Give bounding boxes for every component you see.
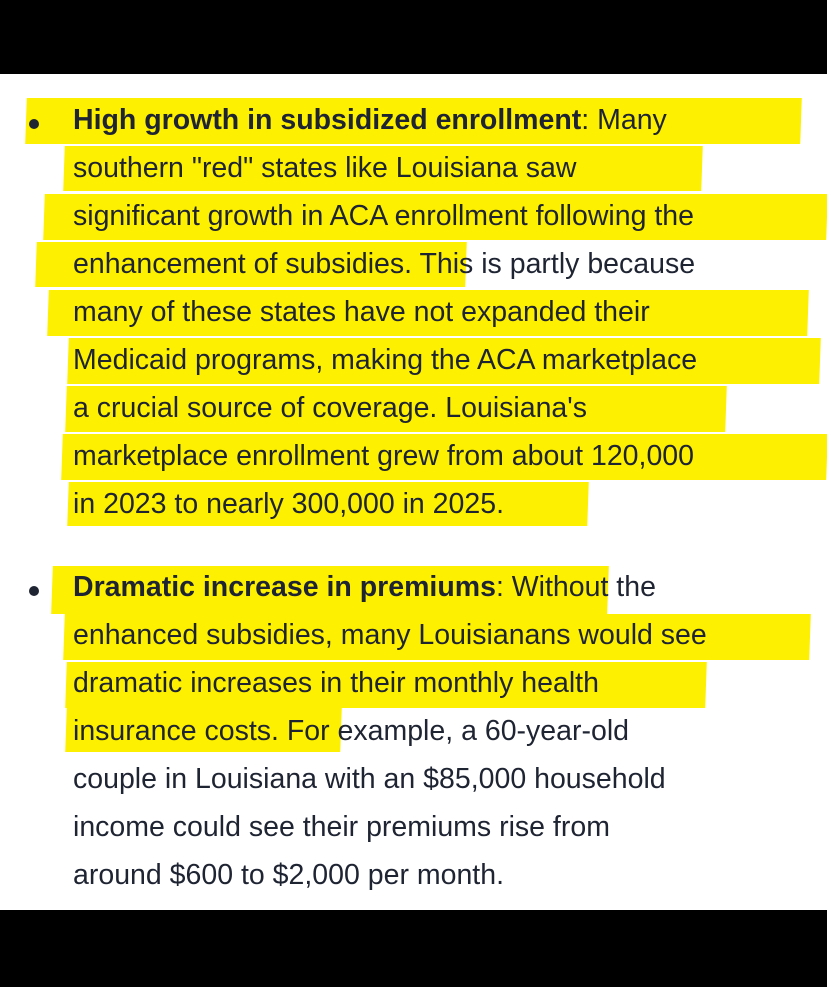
line-text: : Many — [581, 104, 667, 136]
text-line: a crucial source of coverage. Louisiana's — [73, 392, 587, 424]
text-line: around $600 to $2,000 per month. — [73, 859, 504, 891]
bullet-item — [73, 563, 821, 899]
text-line: significant growth in ACA enrollment following the — [73, 200, 695, 232]
line-text: : Without the — [495, 571, 656, 603]
text-line: southern "red" states like Louisiana saw — [73, 152, 577, 184]
document-page — [0, 74, 827, 910]
text-line: enhanced subsidies, many Louisianans would see — [73, 619, 707, 651]
text-line: income could see their premiums rise from — [73, 811, 610, 843]
text-line: insurance costs. For example, a 60-year-old — [73, 715, 630, 747]
bullet-item — [73, 96, 821, 528]
bullet-icon — [29, 586, 39, 596]
text-line: in 2023 to nearly 300,000 in 2025. — [73, 488, 505, 520]
bullet-heading: High growth in subsidized enrollment — [73, 104, 582, 136]
text-line: Medicaid programs, making the ACA marketplace — [73, 344, 698, 376]
bullet-icon — [29, 119, 39, 129]
text-line: marketplace enrollment grew from about 120,000 — [73, 440, 695, 472]
text-line: dramatic increases in their monthly health — [73, 667, 599, 699]
text-line: many of these states have not expanded their — [73, 296, 650, 328]
text-line — [73, 96, 821, 144]
bullet-heading: Dramatic increase in premiums — [73, 571, 496, 603]
text-line — [73, 563, 821, 611]
text-line: enhancement of subsidies. This is partly because — [73, 248, 696, 280]
text-line: couple in Louisiana with an $85,000 household — [73, 763, 666, 795]
